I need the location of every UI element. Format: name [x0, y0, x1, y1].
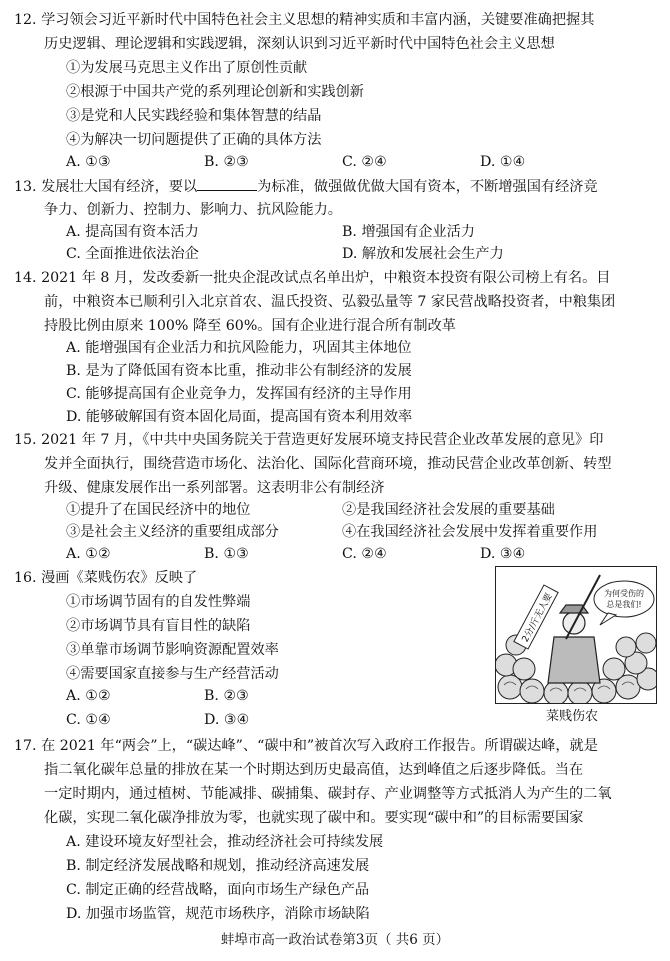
q12-item: ①为发展马克思主义作出了原创性贡献 [66, 60, 308, 76]
q14-stem-line: 持股比例由原来 100% 降至 60%。国有企业进行混合所有制改革 [44, 318, 456, 334]
q16-item: ③单靠市场调节影响资源配置效率 [66, 642, 279, 658]
q14-option-c: C. 能够提高国有企业竞争力，发挥国有经济的主导作用 [66, 386, 412, 402]
q13-stem-line: 争力、创新力、控制力、影响力、抗风险能力。 [44, 202, 342, 218]
q16-item: ④需要国家直接参与生产经营活动 [66, 666, 279, 682]
q12-option-c: C. ②④ [342, 154, 387, 170]
q16-option-c: C. ①④ [66, 712, 111, 728]
q13-stem-part: 为标准，做强做优做大国有资本，不断增强国有经济竞 [257, 179, 598, 195]
q15-item: ①提升了在国民经济中的地位 [66, 502, 251, 518]
q15-option-c: C. ②④ [342, 546, 387, 562]
q17-stem-line: 17. 在 2021 年“两会”上，“碳达峰”、“碳中和”被首次写入政府工作报告。所谓碳达峰，就是 [14, 738, 598, 754]
page-footer: 蚌埠市高一政治试卷第3页（ 共6 页） [220, 932, 450, 948]
q17-option-d: D. 加强市场监管，规范市场秩序，消除市场缺陷 [66, 906, 370, 922]
q12-item: ③是党和人民实践经验和集体智慧的结晶 [66, 108, 322, 124]
q15-stem-line: 发并全面执行，围绕营造市场化、法治化、国际化营商环境，推动民营企业改革创新、转型 [44, 456, 612, 472]
q14-option-a: A. 能增强国有企业活力和抗风险能力，巩固其主体地位 [66, 340, 412, 356]
q16-option-b: B. ②③ [204, 688, 249, 704]
q15-option-b: B. ①③ [204, 546, 249, 562]
q14-option-b: B. 是为了降低国有资本比重，推动非公有制经济的发展 [66, 363, 412, 379]
q13-option-d: D. 解放和发展社会生产力 [342, 246, 504, 262]
q15-item: ②是我国经济社会发展的重要基础 [342, 502, 555, 518]
q13-option-b: B. 增强国有企业活力 [342, 224, 475, 240]
cartoon-sign-text: 2分/斤无人要 [520, 591, 555, 645]
q16-option-d: D. ③④ [204, 712, 250, 728]
q12-item: ②根源于中国共产党的系列理论创新和实践创新 [66, 84, 364, 100]
q14-stem-line: 前，中粮资本已顺利引入北京首农、温氏投资、弘毅弘量等 7 家民营战略投资者，中粮集团 [44, 294, 616, 310]
q15-stem-line: 15. 2021 年 7 月，《中共中央国务院关于营造更好发展环境支持民营企业改革发展的意见》印 [14, 432, 604, 448]
q12-option-d: D. ①④ [480, 154, 526, 170]
q13-stem-line [14, 176, 598, 197]
cartoon-drawing [496, 567, 656, 703]
q17-option-c: C. 制定正确的经营战略，面向市场生产绿色产品 [66, 882, 370, 898]
q15-option-d: D. ③④ [480, 546, 526, 562]
cartoon-caption: 菜贱伤农 [546, 709, 599, 724]
q12-stem-line: 12. 学习领会习近平新时代中国特色社会主义思想的精神实质和丰富内涵，关键要准确把握其 [14, 12, 595, 28]
q16-item: ②市场调节具有盲目性的缺陷 [66, 618, 251, 634]
q15-stem-line: 升级、健康发展作出一系列部署。这表明非公有制经济 [44, 480, 385, 496]
q14-stem-line: 14. 2021 年 8 月，发改委新一批央企混改试点名单出炉，中粮资本投资有限公司榜上有名。目 [14, 270, 611, 286]
q15-option-a: A. ①② [66, 546, 111, 562]
q15-item: ③是社会主义经济的重要组成部分 [66, 524, 279, 540]
cartoon-image [495, 566, 657, 704]
q12-option-b: B. ②③ [204, 154, 249, 170]
q13-option-c: C. 全面推进依法治企 [66, 246, 199, 262]
cartoon-bubble-text: 总是我们! [606, 600, 642, 609]
answer-blank [197, 176, 257, 191]
q16-stem-line: 16. 漫画《菜贱伤农》反映了 [14, 570, 198, 586]
q15-item: ④在我国经济社会发展中发挥着重要作用 [342, 524, 598, 540]
q16-option-a: A. ①② [66, 688, 111, 704]
q13-option-a: A. 提高国有资本活力 [66, 224, 199, 240]
q12-option-a: A. ①③ [66, 154, 111, 170]
q17-stem-line: 指二氧化碳年总量的排放在某一个时期达到历史最高值，达到峰值之后逐步降低。当在 [44, 762, 584, 778]
q16-item: ①市场调节固有的自发性弊端 [66, 594, 251, 610]
q14-option-d: D. 能够破解国有资本固化局面，提高国有资本利用效率 [66, 409, 413, 425]
q17-option-a: A. 建设环境友好型社会，推动经济社会可持续发展 [66, 834, 384, 850]
q12-item: ④为解决一切问题提供了正确的具体方法 [66, 132, 322, 148]
q17-option-b: B. 制定经济发展战略和规划，推动经济高速发展 [66, 858, 370, 874]
q17-stem-line: 一定时期内，通过植树、节能减排、碳捕集、碳封存、产业调整等方式抵消人为产生的二氧 [44, 786, 612, 802]
q17-stem-line: 化碳，实现二氧化碳净排放为零，也就实现了碳中和。要实现“碳中和”的目标需要国家 [44, 810, 584, 826]
q12-stem-line: 历史逻辑、理论逻辑和实践逻辑，深刻认识到习近平新时代中国特色社会主义思想 [44, 36, 555, 52]
q13-stem-part: 13. 发展壮大国有经济，要以 [14, 179, 198, 195]
cartoon-bubble-text: 为何受伤的 [604, 589, 644, 598]
